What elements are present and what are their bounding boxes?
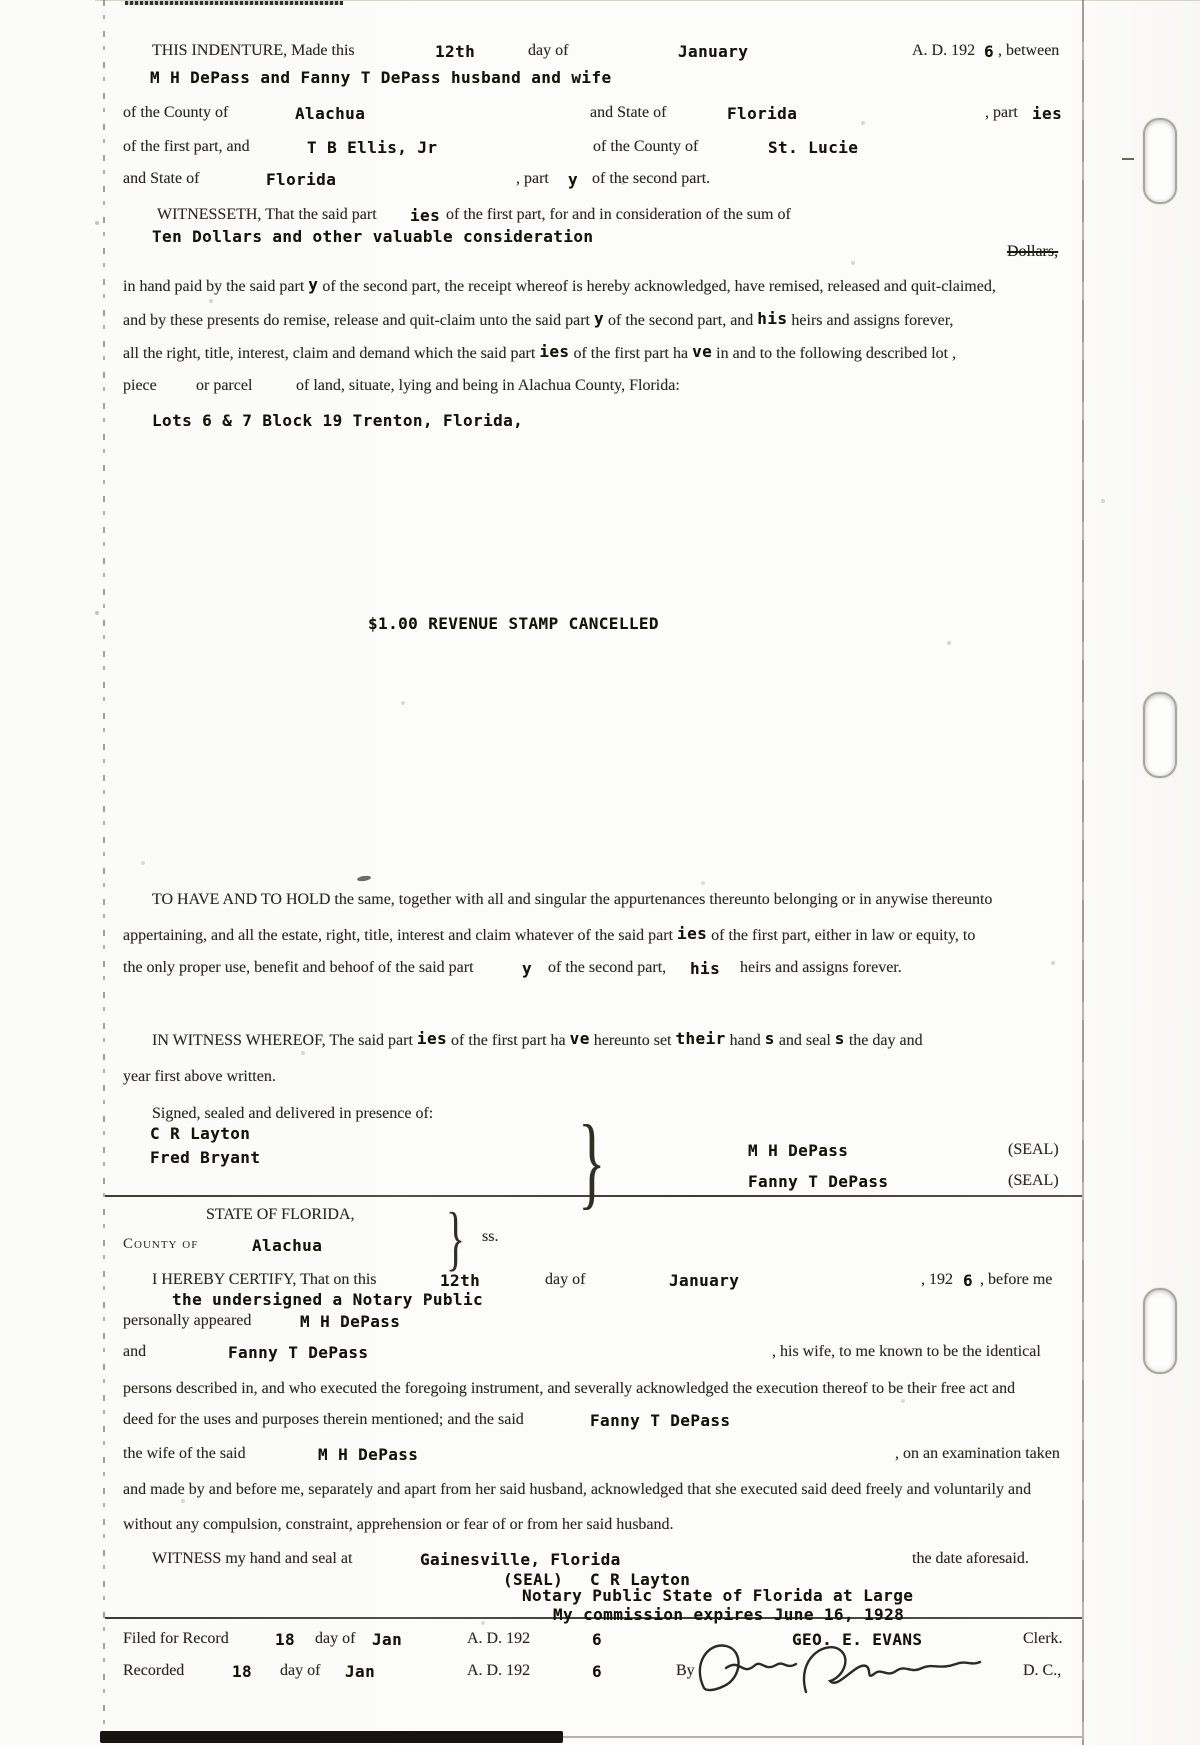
typed-entry: y — [308, 275, 319, 294]
typed-entry: ies — [677, 924, 708, 943]
printed-text: A. D. 192 — [912, 42, 976, 59]
punch-hole-middle — [1143, 692, 1177, 778]
line-wife-of — [0, 1445, 1200, 1467]
printed-text: , between — [998, 42, 1060, 59]
printed-text: WITNESSETH, That the said part — [157, 206, 377, 223]
line-tohave-2 — [123, 925, 1063, 947]
typed-entry: ies — [539, 342, 570, 361]
scan-speckles — [0, 0, 2, 2]
printed-text: Clerk. — [1023, 1630, 1063, 1647]
typed-entry: Florida — [266, 170, 337, 189]
printed-text: (SEAL) — [1008, 1172, 1059, 1189]
line-undersigned — [0, 1290, 1200, 1312]
printed-text: deed for the uses and purposes therein mentioned; and the said — [123, 1411, 524, 1428]
typed-entry: January — [678, 42, 749, 61]
printed-text: of land, situate, lying and being in Alachua County, Florida: — [296, 377, 680, 394]
printed-text: in and to the following described lot — [716, 345, 949, 362]
line-persons — [123, 1380, 1063, 1402]
printed-text: I HEREBY CERTIFY, That on this — [152, 1271, 377, 1288]
typed-entry: Fred Bryant — [150, 1148, 261, 1167]
printed-text: and made by and before me, separately and apart from her said husband, acknowledged that she executed said deed freely and voluntarily and — [123, 1481, 1032, 1498]
printed-text: of the first part, and — [123, 138, 250, 155]
printed-text: A. D. 192 — [467, 1630, 531, 1647]
printed-text: or parcel — [196, 377, 253, 394]
ss-brace: } — [446, 1198, 466, 1278]
typed-entry: 12th — [440, 1271, 481, 1290]
line-county — [0, 1236, 1200, 1258]
printed-text: Dollars, — [1007, 243, 1059, 260]
line-inwitness-2 — [0, 1068, 1200, 1090]
typed-entry: y — [593, 309, 605, 328]
typed-entry: s — [834, 1029, 845, 1048]
printed-text: IN WITNESS WHEREOF, The said part — [152, 1032, 413, 1049]
printed-text: County of — [123, 1236, 199, 1252]
printed-text: and by these presents do remise, release and quit-claim unto the said part — [123, 312, 590, 329]
typed-entry: 18 — [275, 1630, 296, 1649]
line-indenture-opening — [0, 42, 1200, 64]
printed-text: of the first part ha — [451, 1032, 566, 1049]
typed-entry: Alachua — [295, 104, 366, 123]
typed-entry: s — [764, 1029, 775, 1048]
printed-text: , part — [516, 170, 549, 187]
printed-text: WITNESS my hand and seal at — [152, 1550, 353, 1567]
printed-text: heirs and assigns forever, — [791, 312, 954, 329]
typed-entry: M H DePass — [300, 1312, 401, 1331]
line-grantee-name — [0, 138, 1200, 160]
printed-text: of the second part, and — [608, 312, 754, 329]
line-andmade — [123, 1481, 1063, 1503]
typed-entry: Jan — [345, 1662, 376, 1681]
printed-text: of the County of — [123, 104, 229, 121]
ink-smudge — [357, 875, 372, 882]
printed-text: , his wife, to me known to be the identical — [772, 1343, 1041, 1360]
printed-text: , before me — [980, 1271, 1053, 1288]
line-deed-said — [0, 1411, 1200, 1433]
printed-text: of the second part. — [592, 170, 711, 187]
line-and-wife — [0, 1343, 1200, 1365]
printed-text: and State of — [123, 170, 200, 187]
typed-entry: (SEAL) — [503, 1570, 564, 1589]
line-filed — [0, 1630, 1200, 1652]
line-inhand — [123, 276, 1063, 298]
typed-entry: ve — [692, 342, 713, 361]
top-edge-line — [95, 0, 1200, 1]
printed-text: day of — [280, 1662, 321, 1679]
bottom-scan-strip — [100, 1731, 563, 1743]
line-rights — [123, 343, 1063, 365]
printed-text: Signed, sealed and delivered in presence of: — [152, 1105, 434, 1122]
printed-text: of the second part, the receipt whereof is hereby acknowledged, have remised, released and quit-claimed, — [322, 278, 996, 295]
typed-entry: Ten Dollars and other valuable consideration — [152, 227, 594, 246]
typed-entry: Fanny T DePass — [748, 1172, 889, 1191]
typed-entry: Lots 6 & 7 Block 19 Trenton, Florida, — [152, 411, 524, 430]
printed-text: without any compulsion, constraint, apprehension or fear of or from her said husband. — [123, 1516, 674, 1533]
printed-text: of the first part ha — [573, 345, 689, 362]
line-grantor-sig-2 — [0, 1172, 1200, 1194]
printed-text: all the right, title, interest, claim and demand which the said part — [123, 345, 536, 362]
typed-entry: his — [757, 309, 788, 328]
typed-entry: M H DePass and Fanny T DePass husband and wife — [150, 68, 612, 87]
typed-entry: T B Ellis, Jr — [307, 138, 438, 157]
line-property-description — [0, 411, 1200, 433]
printed-text: the only proper use, benefit and behoof of the said part — [123, 959, 474, 976]
witness-brace: } — [578, 1104, 606, 1219]
printed-text: year first above written. — [123, 1068, 276, 1085]
typed-entry: January — [669, 1271, 740, 1290]
line-grantor-county — [0, 104, 1200, 126]
typed-entry: the undersigned a Notary Public — [172, 1290, 484, 1309]
line-tohave-3 — [0, 959, 1200, 981]
printed-text: of the first part, for and in consideration of the sum of — [446, 206, 791, 223]
printed-text: A. D. 192 — [467, 1662, 531, 1679]
printed-text: hereunto set — [593, 1032, 672, 1049]
printed-text: and State of — [590, 104, 667, 121]
line-inwitness-1 — [152, 1030, 1063, 1052]
typed-entry: Jan — [372, 1630, 403, 1649]
line-recorded — [0, 1662, 1200, 1684]
printed-text: appertaining, and all the estate, right, title, interest and claim whatever of the said part — [123, 927, 674, 944]
line-piece-parcel — [0, 377, 1200, 399]
printed-text: , part — [985, 104, 1018, 121]
printed-text: Recorded — [123, 1662, 185, 1679]
line-revenue-stamp — [0, 614, 1200, 636]
typed-entry: ies — [416, 1029, 448, 1048]
printed-text: Filed for Record — [123, 1630, 229, 1647]
typed-entry: ve — [569, 1029, 590, 1048]
line-tohave-1 — [152, 891, 1063, 913]
typed-entry: 12th — [435, 42, 476, 61]
line-remise — [123, 310, 1063, 332]
line-personally — [0, 1312, 1200, 1334]
line-grantor-sig-1 — [0, 1141, 1200, 1163]
printed-text: By — [676, 1662, 695, 1679]
typed-entry: ies — [410, 206, 441, 225]
typed-entry: Gainesville, Florida — [420, 1550, 621, 1569]
printed-text: day of — [315, 1630, 356, 1647]
typed-entry: Fanny T DePass — [228, 1343, 369, 1362]
typed-entry: C R Layton — [590, 1570, 691, 1589]
printed-text: and — [123, 1343, 147, 1360]
printed-text: of the County of — [593, 138, 699, 155]
printed-text: personally appeared — [123, 1312, 252, 1329]
typed-entry: $1.00 REVENUE STAMP CANCELLED — [368, 614, 659, 633]
line-witness-seal — [0, 1550, 1200, 1572]
typed-entry: Fanny T DePass — [590, 1411, 731, 1430]
line-dollars-struck — [0, 243, 1200, 265]
line-grantee-state — [0, 170, 1200, 192]
typed-entry: 18 — [232, 1662, 253, 1681]
printed-text: D. C., — [1023, 1662, 1062, 1679]
typed-entry: 6 — [963, 1271, 974, 1290]
typed-entry: My commission expires June 16, 1928 — [553, 1605, 905, 1624]
printed-text: ss. — [482, 1228, 499, 1245]
typed-entry: y — [568, 170, 579, 189]
typed-entry: C R Layton — [150, 1124, 251, 1143]
printed-text: heirs and assigns forever. — [740, 959, 902, 976]
typed-entry: Florida — [727, 104, 798, 123]
typed-entry: y — [522, 959, 533, 978]
printed-text: hand — [729, 1032, 761, 1049]
printed-text: TO HAVE AND TO HOLD the same, together with all and singular the appurtenances thereunto belonging or in anywise thereunto — [152, 891, 993, 908]
printed-text: of the second part, — [548, 959, 667, 976]
typed-entry: Notary Public State of Florida at Large — [522, 1586, 914, 1605]
printed-text: persons described in, and who executed the foregoing instrument, and severally acknowledged the execution thereof to be their free act and — [123, 1380, 1016, 1397]
typed-entry: 6 — [984, 42, 995, 61]
line-commission — [0, 1605, 1200, 1627]
printed-text: (SEAL) — [1008, 1141, 1059, 1158]
typed-entry: 6 — [592, 1662, 603, 1681]
line-grantor-names — [0, 68, 1200, 90]
printed-text: STATE OF FLORIDA, — [206, 1206, 355, 1223]
printed-text: in hand paid by the said part — [123, 278, 305, 295]
typed-entry: ies — [1032, 104, 1063, 123]
typed-entry: his — [690, 959, 721, 978]
printed-text: of the first part, either in law or equity, to — [711, 927, 976, 944]
bottom-edge-line — [563, 1736, 1082, 1738]
printed-text: day of — [528, 42, 569, 59]
typed-entry: GEO. E. EVANS — [792, 1630, 923, 1649]
typed-entry: their — [675, 1029, 726, 1048]
printed-text: , — [952, 345, 957, 362]
line-witnesseth — [0, 206, 1200, 228]
typed-entry: M H DePass — [318, 1445, 419, 1464]
line-without — [0, 1516, 1200, 1538]
printed-text: the wife of the said — [123, 1445, 246, 1462]
typed-entry: Alachua — [252, 1236, 323, 1255]
printed-text: day of — [545, 1271, 586, 1288]
printed-text: THIS INDENTURE, Made this — [152, 42, 355, 59]
printed-text: and seal — [778, 1032, 831, 1049]
printed-text: piece — [123, 377, 157, 394]
typed-entry: M H DePass — [748, 1141, 849, 1160]
typed-entry: 6 — [592, 1630, 603, 1649]
typed-entry: St. Lucie — [768, 138, 859, 157]
printed-text: the day and — [848, 1032, 923, 1049]
line-state — [0, 1206, 1200, 1228]
printed-text: , on an examination taken — [895, 1445, 1060, 1462]
printed-text: the date aforesaid. — [912, 1550, 1029, 1567]
printed-text: , 192 — [921, 1271, 953, 1288]
